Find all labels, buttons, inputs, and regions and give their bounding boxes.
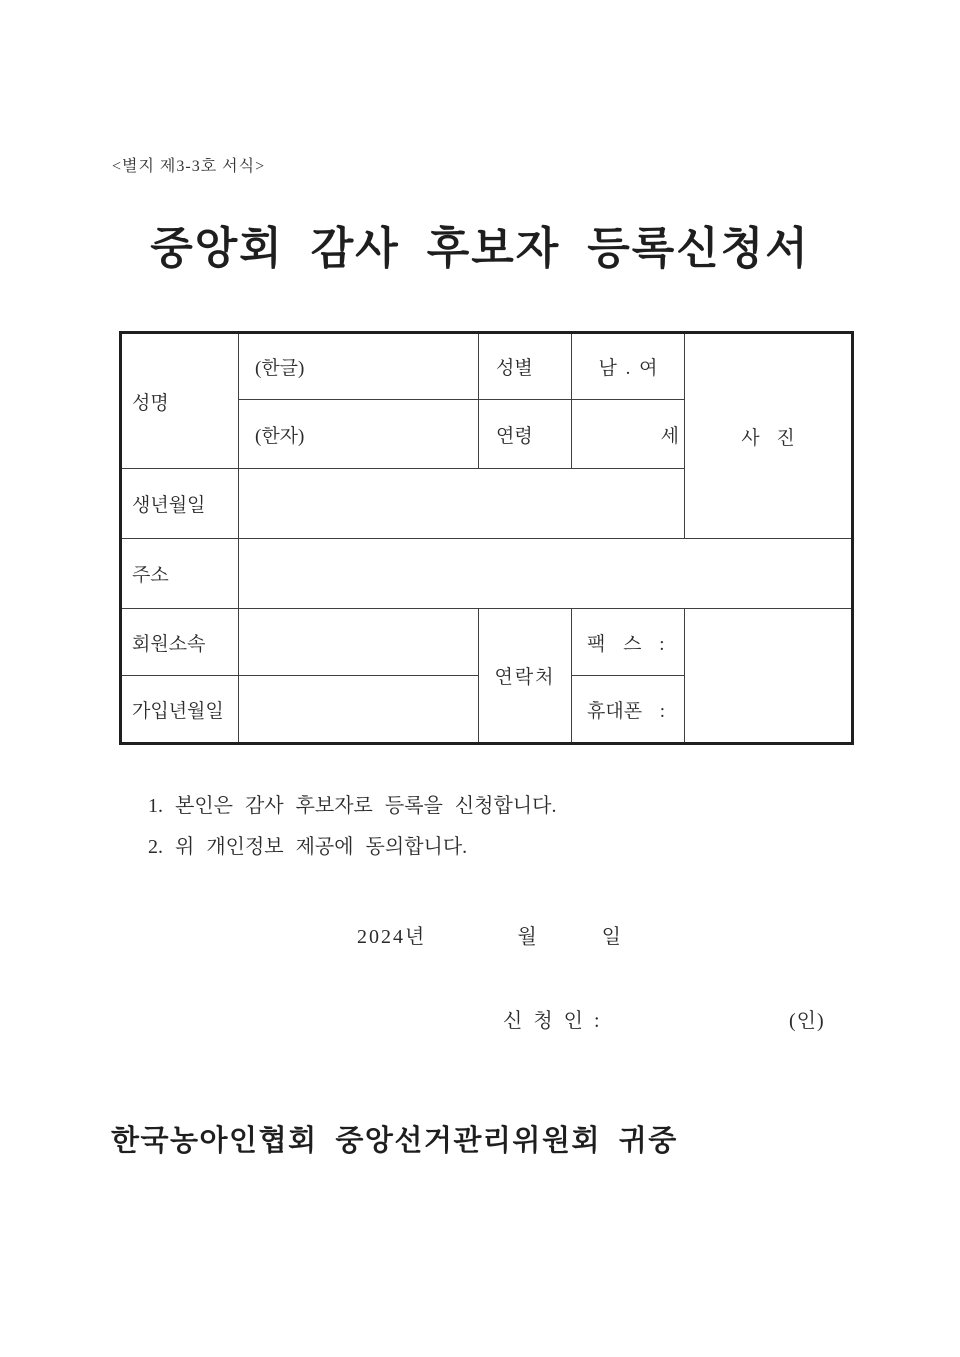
address-input-area [239,539,853,609]
page-title: 중앙회 감사 후보자 등록신청서 [150,224,810,273]
date-year: 2024년 [357,926,427,948]
statement-1: 1. 본인은 감사 후보자로 등록을 신청합니다. [148,795,557,817]
applicant-label: 신 청 인 : [503,1010,600,1032]
statement-2: 2. 위 개인정보 제공에 동의합니다. [148,836,468,858]
signature-line [0,1004,960,1034]
join-date-label: 가입년월일 [121,676,239,744]
recipient-line: 한국농아인협회 중앙선거관리위원회 귀중 [111,1125,678,1157]
date-line [357,920,623,949]
gender-label: 성별 [479,333,572,400]
membership-input-area [239,609,479,676]
name-hanja-input-area: (한자) [239,400,479,469]
gender-value: 남 . 여 [572,333,685,400]
name-hangul-input-area: (한글) [239,333,479,400]
join-date-input-area [239,676,479,744]
photo-area: 사 진 [685,333,853,539]
mobile-label: 휴대폰 : [572,676,685,744]
declaration-statements [148,786,556,868]
age-label: 연령 [479,400,572,469]
date-month-label: 월 [517,926,539,948]
birthdate-input-area [239,469,685,539]
seal-placeholder: (인) [789,1010,825,1032]
age-unit: 세 [572,400,685,469]
address-label: 주소 [121,539,239,609]
contact-label: 연락처 [479,609,572,744]
date-day-label: 일 [601,926,623,948]
birthdate-label: 생년월일 [121,469,239,539]
membership-label: 회원소속 [121,609,239,676]
fax-label: 팩 스 : [572,609,685,676]
form-code: <별지 제3-3호 서식> [112,158,266,175]
applicant-info-table [119,331,854,745]
name-label: 성명 [121,333,239,469]
